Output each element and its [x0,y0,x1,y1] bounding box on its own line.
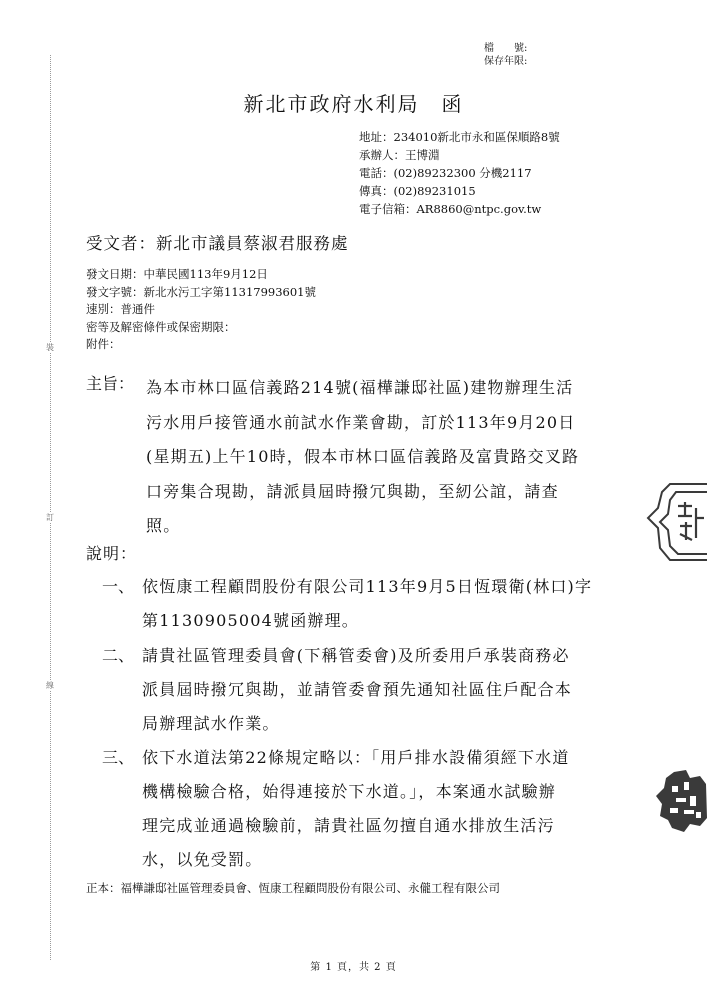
email: 電子信箱：AR8860@ntpc.gov.tw [359,202,542,216]
item-line: 派員屆時撥冗與勘，並請管委會預先通知社區住戶配合本 [142,680,573,699]
subject-line: 照。 [146,516,181,535]
file-number-label: 檔 號: [484,43,528,54]
attachment: 附件： [86,337,121,351]
handler: 承辦人：王博淵 [359,148,440,162]
subject-line: 污水用戶接管通水前試水作業會勘，訂於113年9月20日 [146,412,576,432]
phone: 電話：(02)89232300 分機2117 [359,166,532,180]
item-line: 請貴社區管理委員會(下稱管委會)及所委用戶承裝商務必 [142,646,570,665]
file-info [484,42,527,68]
item-number: 一、 [102,577,135,596]
doc-number: 發文字號：新北水污工字第11317993601號 [86,284,316,299]
item-number: 三、 [102,748,135,767]
address: 地址：234010新北市永和區保順路8號 [359,130,560,144]
item-line: 機構檢驗合格，始得連接於下水道。」，本案通水試驗辦 [142,782,557,801]
subject-line: (星期五)上午10時，假本市林口區信義路及富貴路交叉路 [146,447,580,466]
item-line: 理完成並通過檢驗前，請貴社區勿擅自通水排放生活污 [142,816,555,835]
classification: 密等及解密條件或保密期限： [86,319,236,334]
description-label: 說明： [86,544,138,563]
item-line: 水，以免受罰。 [142,850,263,869]
issue-date: 發文日期：中華民國113年9月12日 [86,267,268,281]
document-title: 新北市政府水利局 函 [243,92,464,116]
subject-label: 主旨： [86,374,135,393]
speed: 速別：普通件 [86,302,155,316]
binding-margin-line [50,55,51,960]
recipient: 受文者：新北市議員蔡淑君服務處 [86,234,349,253]
subject-line: 為本市林口區信義路214號(福樺謙邸社區)建物辦理生活 [146,378,574,397]
seal-stamp-icon [640,478,707,566]
item-line: 第1130905004號函辦理。 [142,611,359,630]
meta-block [86,266,316,354]
binding-mark-xian: 線 [46,681,54,690]
binding-mark-zhuang: 裝 [46,343,54,352]
item-line: 依恆康工程顧問股份有限公司113年9月5日恆環衛(林口)字 [142,577,593,596]
item-line: 局辦理試水作業。 [142,714,280,733]
item-number: 二、 [102,646,135,665]
cc-recipients: 正本：福樺謙邸社區管理委員會、恆康工程顧問股份有限公司、永儱工程有限公司 [86,881,500,895]
retention-label: 保存年限: [484,56,528,67]
subject-line: 口旁集合現勘，請派員屆時撥冗與勘，至紉公誼，請查 [146,481,559,501]
subject-body [146,371,579,544]
contact-block [359,128,560,218]
fax: 傳真：(02)89231015 [359,184,476,198]
seal-stamp-icon [656,768,707,832]
binding-mark-ding: 訂 [46,513,54,522]
item-line: 依下水道法第22條規定略以：「用戶排水設備須經下水道 [142,748,570,767]
page-number: 第 1 頁，共 2 頁 [310,962,397,973]
